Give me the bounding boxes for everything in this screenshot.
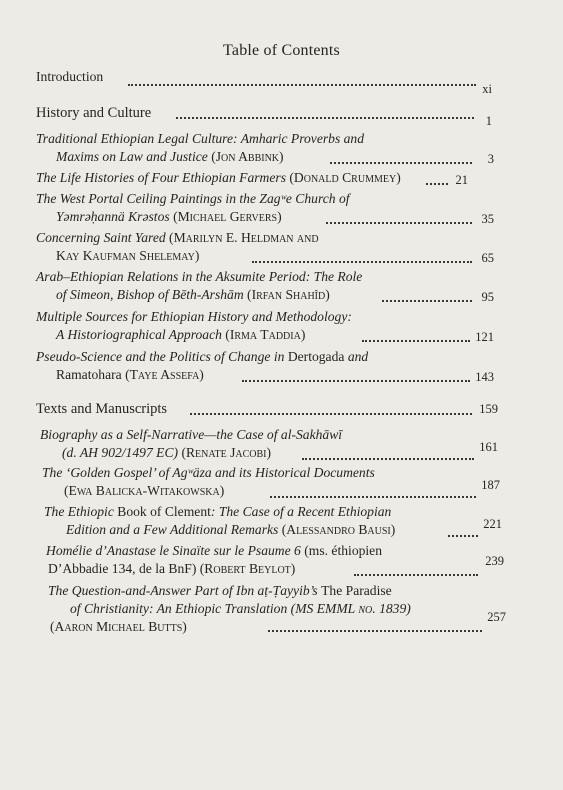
dot-leader bbox=[252, 259, 472, 263]
dot-leader bbox=[354, 572, 478, 576]
entry-title: (ms. éthiopien bbox=[300, 543, 383, 558]
entry-title: Book of Clement bbox=[117, 504, 211, 519]
page-title: Table of Contents bbox=[223, 42, 340, 59]
entry-title: Traditional Ethiopian Legal Culture bbox=[36, 131, 234, 146]
dot-leader bbox=[326, 220, 472, 224]
section-title: Texts and Manuscripts bbox=[36, 401, 168, 417]
entry-author: (Robert Beylot) bbox=[196, 561, 296, 576]
dot-leader bbox=[176, 115, 474, 119]
entry-author: Kay Kaufman Shelemay) bbox=[56, 248, 200, 263]
page-number: 161 bbox=[479, 440, 498, 454]
page-number: 159 bbox=[479, 402, 498, 416]
entry-title: : Amharic Proverbs and bbox=[233, 131, 365, 146]
section-title: History and Culture bbox=[36, 105, 152, 121]
entry-author: (Alessandro Bausi) bbox=[278, 522, 396, 537]
entry-title: of Simeon, Bishop of Bēth-Arshām bbox=[56, 287, 244, 302]
entry-author: (Aaron Michael Butts) bbox=[50, 619, 187, 634]
entry-title: Edition and a Few Additional Remarks bbox=[66, 522, 279, 537]
page-number: 221 bbox=[483, 517, 502, 531]
page-number: xi bbox=[482, 82, 492, 96]
entry-title: Multiple Sources for Ethiopian History and Methodology: bbox=[36, 309, 352, 324]
entry-title: (MS EMML no. 1839) bbox=[287, 601, 411, 616]
dot-leader bbox=[270, 494, 476, 498]
entry-author: (Taye Assefa) bbox=[121, 367, 204, 382]
entry-author: (Irma Taddia) bbox=[221, 327, 306, 342]
entry-title: of Christianity bbox=[70, 601, 149, 616]
page-number: 187 bbox=[481, 478, 500, 492]
dot-leader bbox=[330, 160, 472, 164]
dot-leader bbox=[448, 533, 478, 537]
page-number: 95 bbox=[481, 290, 494, 304]
page-number: 121 bbox=[475, 330, 494, 344]
page-number: 239 bbox=[485, 554, 504, 568]
page-number: 1 bbox=[485, 114, 492, 128]
entry-title: : An Ethiopic Translation bbox=[148, 601, 288, 616]
page-number: 35 bbox=[481, 212, 494, 226]
entry-title: A Historiographical Approach bbox=[56, 327, 222, 342]
entry-title: Yəmrəḥannä Krəstos bbox=[56, 209, 170, 224]
entry-title: Concerning Saint Yared bbox=[36, 230, 166, 245]
entry-author: (Donald Crummey) bbox=[285, 170, 401, 185]
entry-title: Ramatohara bbox=[56, 367, 122, 382]
page-number: 143 bbox=[475, 370, 494, 384]
entry-title: and bbox=[344, 349, 369, 364]
entry-title: : The Case of a Recent Ethiopian bbox=[210, 504, 392, 519]
entry-title: Introduction bbox=[36, 69, 104, 84]
page-number: 257 bbox=[487, 610, 506, 624]
entry-title: The West Portal Ceiling Paintings in the Zagʷe Church of bbox=[36, 191, 350, 206]
dot-leader bbox=[268, 628, 482, 632]
entry-title: (d. AH 902/1497 EC) bbox=[62, 445, 179, 460]
entry-title: Pseudo-Science and the Politics of Change in bbox=[36, 349, 288, 364]
entry-title: The Ethiopic bbox=[44, 504, 118, 519]
entry-author: (Irfan Shahîd) bbox=[243, 287, 330, 302]
dot-leader bbox=[302, 456, 474, 460]
entry-author: (Renate Jacobi) bbox=[178, 445, 272, 460]
dot-leader bbox=[128, 82, 476, 86]
entry-title: Maxims on Law and Justice bbox=[56, 149, 208, 164]
entry-title: The Question-and-Answer Part of Ibn aṭ-Ṭayyib’s bbox=[48, 583, 322, 598]
dot-leader bbox=[242, 378, 470, 382]
page-number: 65 bbox=[481, 251, 494, 265]
entry-title: Dertogada bbox=[287, 349, 345, 364]
entry-author: (Jon Abbink) bbox=[207, 149, 284, 164]
page-number: 21 bbox=[455, 173, 468, 187]
entry-title: Arab–Ethiopian Relations in the Aksumite Period: The Role bbox=[36, 269, 363, 284]
entry-title: Biography as a Self-Narrative—the Case of al-Sakhāwī bbox=[40, 427, 343, 442]
entry-title: The ‘Golden Gospel’ of Agʷäza and its Historical Documents bbox=[42, 465, 375, 480]
page-number: 3 bbox=[487, 152, 494, 166]
entry-title: The Life Histories of Four Ethiopian Farmers bbox=[36, 170, 286, 185]
entry-author: (Michael Gervers) bbox=[169, 209, 282, 224]
entry-title: D’Abbadie 134, de la BnF) bbox=[48, 561, 197, 576]
entry-author: (Marilyn E. Heldman and bbox=[165, 230, 319, 245]
entry-title: Homélie d’Anastase le Sinaïte sur le Psaume 6 bbox=[46, 543, 301, 558]
entry-title: The Paradise bbox=[321, 583, 392, 598]
dot-leader bbox=[190, 411, 472, 415]
entry-author: (Ewa Balicka-Witakowska) bbox=[64, 483, 225, 498]
